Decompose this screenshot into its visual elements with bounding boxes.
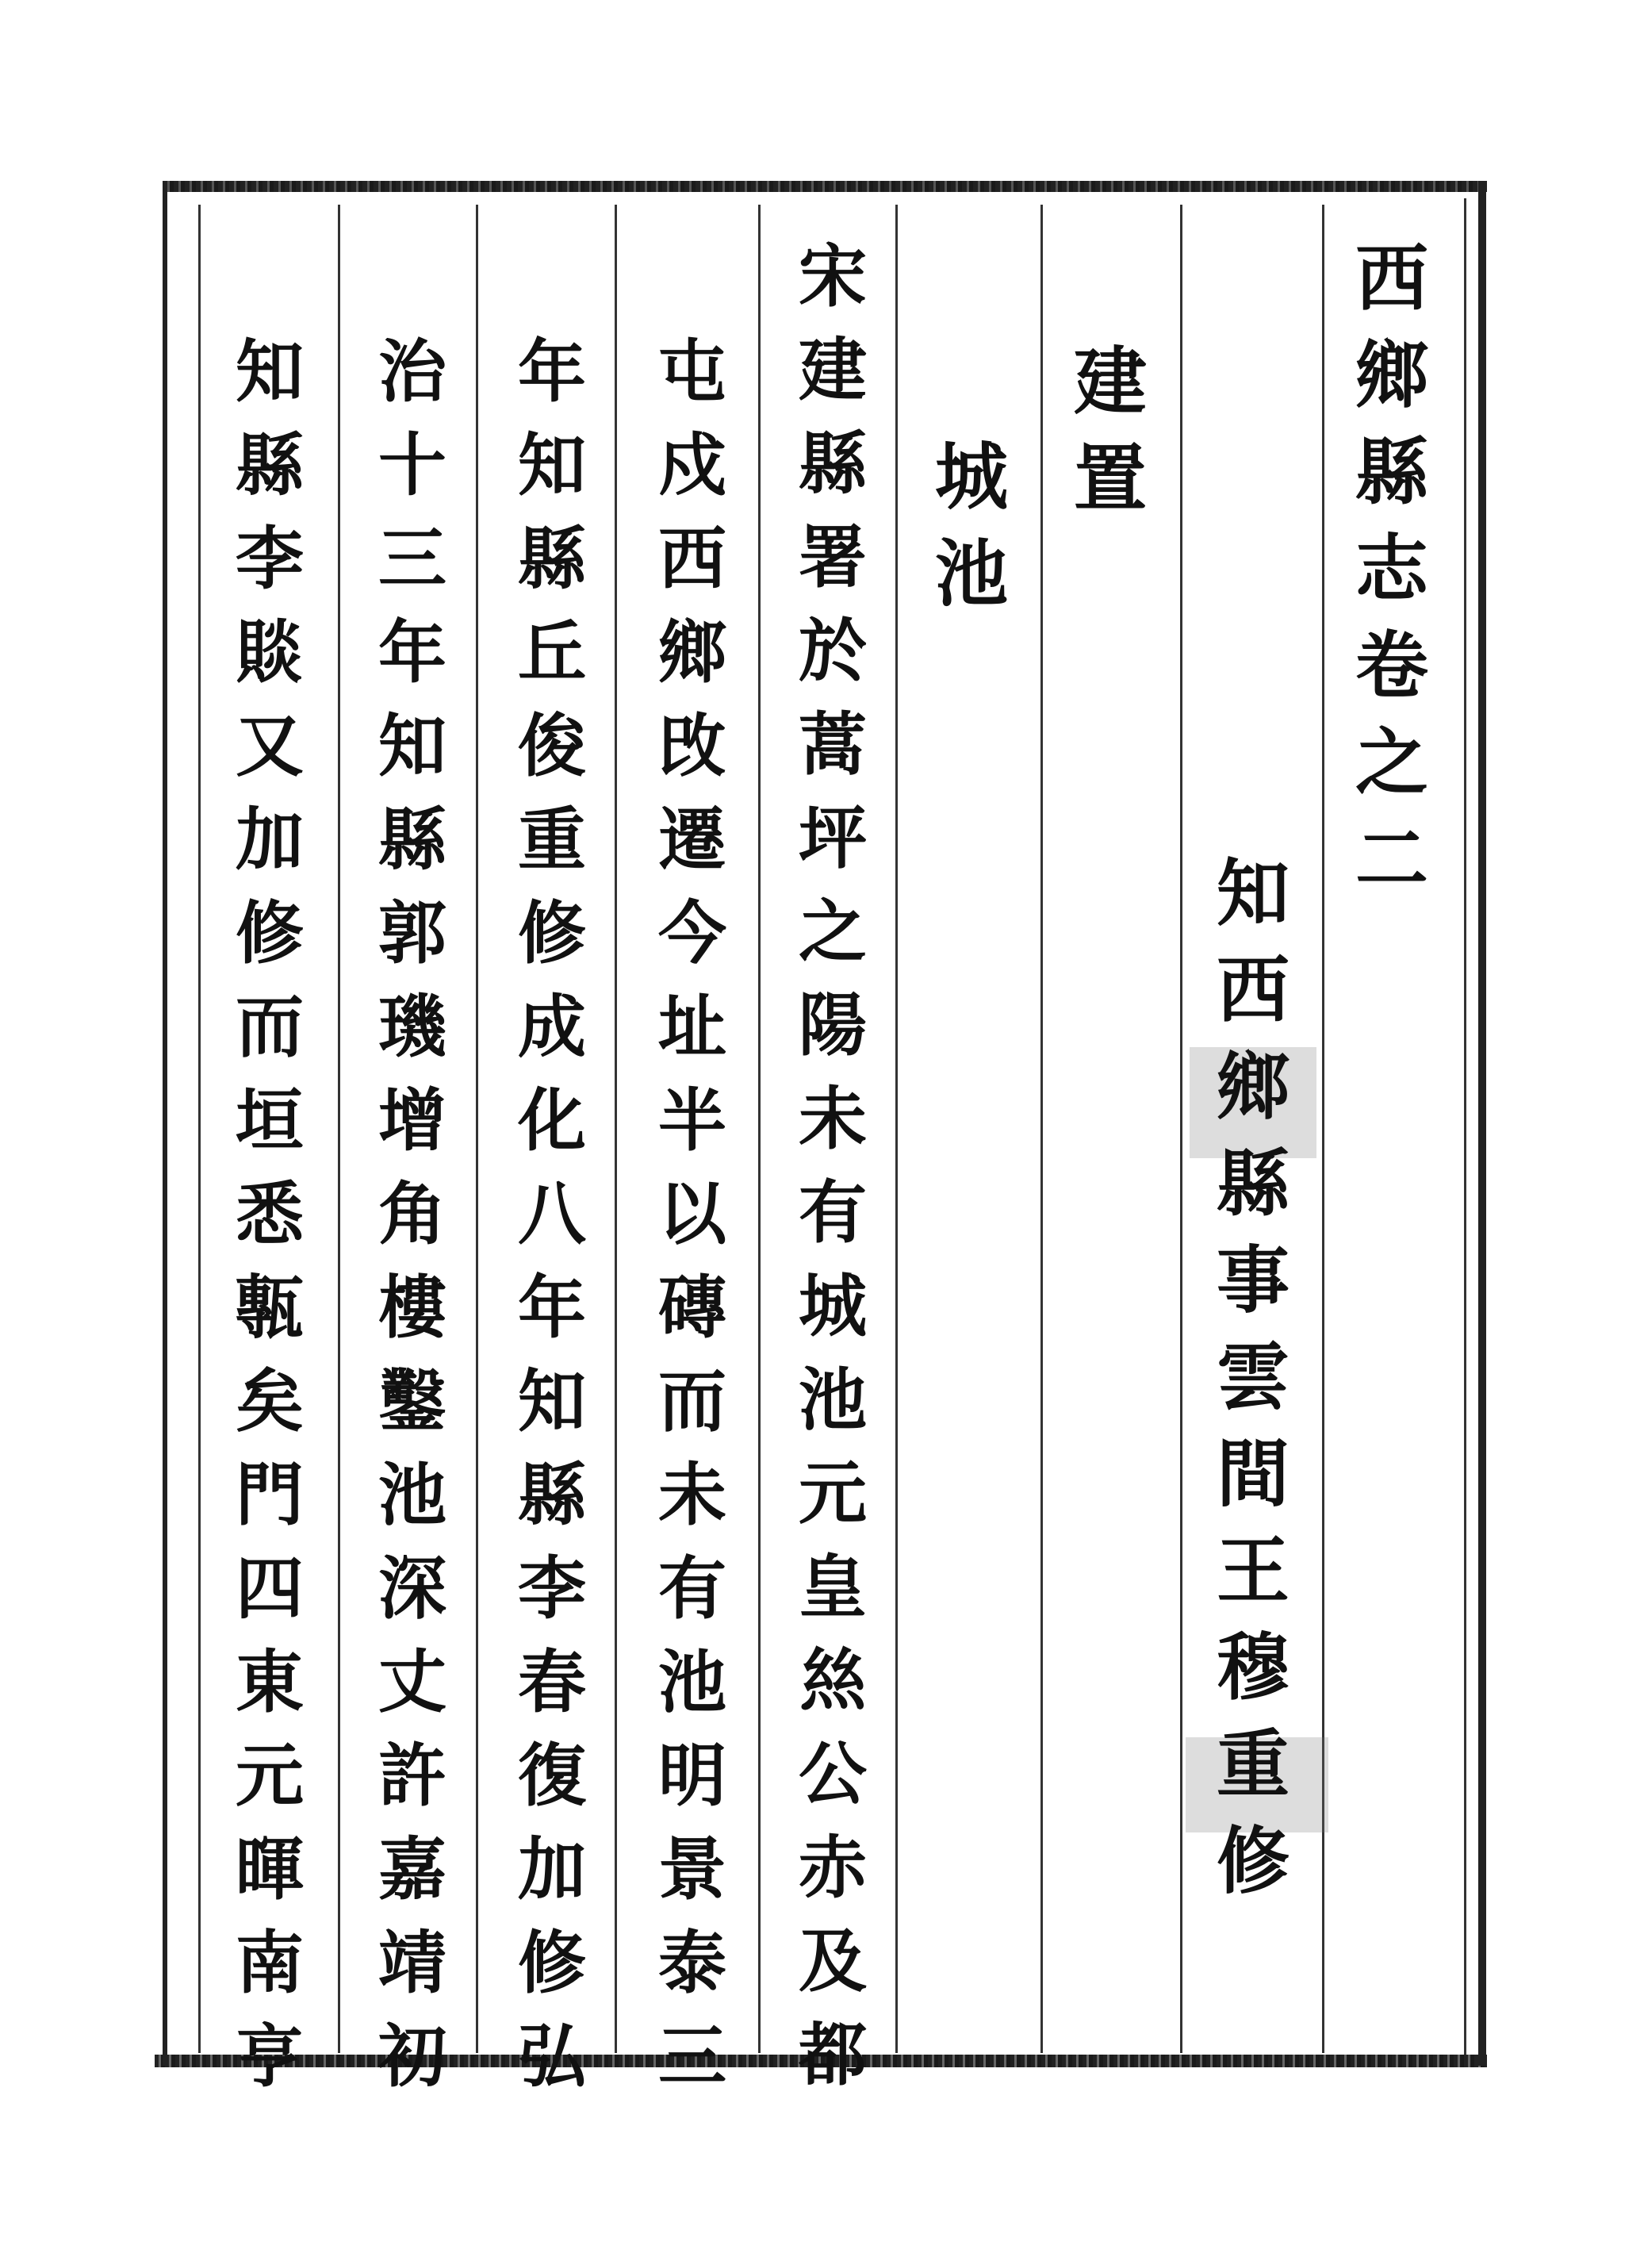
body-char: 弘 [518, 2017, 586, 2097]
body-char: 垣 [236, 1080, 304, 1161]
body-char: 知 [518, 1361, 586, 1441]
body-char: 俊 [518, 706, 586, 786]
body-char: 年 [518, 332, 586, 412]
body-char: 四 [236, 1548, 304, 1629]
author-char: 重 [1216, 1721, 1290, 1807]
section-char: 建 [1073, 339, 1147, 424]
author-char: 西 [1216, 947, 1290, 1033]
author-line [1205, 845, 1301, 1909]
body-char: 坪 [799, 798, 867, 878]
author-char: 間 [1216, 1431, 1290, 1517]
body-char: 未 [799, 1079, 867, 1159]
top-border [163, 181, 1487, 192]
body-char: 明 [658, 1736, 726, 1816]
body-char: 賧 [236, 612, 304, 693]
body-line [645, 325, 740, 2104]
body-char: 池 [658, 1642, 726, 1722]
body-char: 嘉 [378, 1829, 446, 1909]
body-char: 八 [518, 1174, 586, 1254]
body-char: 池 [799, 1360, 867, 1440]
body-char: 未 [658, 1455, 726, 1535]
body-char: 樓 [378, 1268, 446, 1348]
body-char: 有 [799, 1172, 867, 1253]
body-line [365, 325, 460, 2104]
body-char: 化 [518, 1080, 586, 1161]
body-char: 東 [236, 1642, 304, 1722]
body-char: 建 [799, 330, 867, 410]
column-rule [476, 205, 478, 2053]
title-char: 西 [1355, 236, 1428, 321]
body-char: 深 [378, 1548, 446, 1629]
body-char: 景 [658, 1829, 726, 1909]
body-char: 陽 [799, 985, 867, 1065]
body-char: 璣 [378, 987, 446, 1067]
body-char: 南 [236, 1923, 304, 2003]
body-char: 初 [378, 2017, 446, 2097]
author-char: 鄉 [1216, 1044, 1290, 1130]
body-char: 縣 [518, 519, 586, 599]
column-rule [615, 205, 617, 2053]
body-char: 𢇁 [799, 1641, 867, 1721]
body-char: 甎 [236, 1268, 304, 1348]
column-rule [758, 205, 761, 2053]
body-char: 池 [378, 1455, 446, 1535]
body-char: 春 [518, 1642, 586, 1722]
section-heading [1063, 333, 1158, 527]
right-border [1478, 181, 1486, 2066]
author-char: 事 [1216, 1238, 1290, 1323]
body-char: 年 [378, 612, 446, 693]
body-char: 鄉 [658, 612, 726, 693]
body-char: 治 [378, 332, 446, 412]
body-char: 泰 [658, 1923, 726, 2003]
body-char: 矣 [236, 1361, 304, 1441]
body-char: 半 [658, 1080, 726, 1161]
subsection-heading [924, 428, 1019, 622]
body-char: 知 [518, 425, 586, 505]
body-char: 靖 [378, 1923, 446, 2003]
body-char: 屯 [658, 332, 726, 412]
body-char: 之 [799, 892, 867, 972]
body-char: 公 [799, 1734, 867, 1814]
body-char: 角 [378, 1174, 446, 1254]
body-char: 元 [799, 1453, 867, 1533]
body-char: 於 [799, 611, 867, 691]
body-char: 成 [518, 987, 586, 1067]
body-char: 磚 [658, 1268, 726, 1348]
body-char: 攺 [658, 706, 726, 786]
body-char: 年 [518, 1268, 586, 1348]
body-char: 修 [518, 1923, 586, 2003]
body-char: 城 [799, 1266, 867, 1346]
body-char: 丘 [518, 612, 586, 693]
author-char: 縣 [1216, 1141, 1290, 1226]
body-char: 以 [658, 1174, 726, 1254]
column-rule [1180, 205, 1182, 2053]
body-char: 修 [518, 893, 586, 973]
subsection-char: 池 [934, 531, 1008, 616]
left-border [163, 181, 167, 2066]
column-rule [1040, 205, 1043, 2053]
body-char: 及 [799, 1921, 867, 2001]
body-char: 亨 [236, 2017, 304, 2097]
section-char: 置 [1073, 436, 1147, 521]
body-char: 而 [658, 1361, 726, 1441]
body-char: 縣 [518, 1455, 586, 1535]
body-char: 都 [799, 2015, 867, 2095]
subsection-char: 城 [934, 434, 1008, 520]
body-char: 縣 [799, 424, 867, 504]
body-char: 暉 [236, 1829, 304, 1909]
inner-right-rule [1464, 198, 1466, 2055]
body-char: 西 [658, 519, 726, 599]
body-char: 三 [378, 519, 446, 599]
body-char: 李 [518, 1548, 586, 1629]
body-char: 蒿 [799, 704, 867, 785]
body-line [785, 230, 880, 2102]
body-char: 知 [378, 706, 446, 786]
body-char: 戍 [658, 425, 726, 505]
author-char: 修 [1216, 1818, 1290, 1904]
body-char: 重 [518, 800, 586, 880]
body-char: 修 [236, 893, 304, 973]
title-char: 志 [1355, 526, 1428, 612]
body-char: 縣 [378, 800, 446, 880]
author-char: 知 [1216, 850, 1290, 936]
body-char: 赤 [799, 1828, 867, 1908]
body-char: 加 [236, 800, 304, 880]
body-line [222, 325, 317, 2104]
body-char: 又 [236, 706, 304, 786]
title-char: 二 [1355, 816, 1428, 902]
column-rule [198, 205, 201, 2053]
body-char: 址 [658, 987, 726, 1067]
body-char: 縣 [236, 425, 304, 505]
body-char: 宋 [799, 236, 867, 317]
body-char: 鑿 [378, 1361, 446, 1441]
body-char: 遷 [658, 800, 726, 880]
volume-title [1344, 230, 1439, 908]
title-char: 之 [1355, 720, 1428, 805]
title-char: 卷 [1355, 623, 1428, 708]
author-char: 王 [1216, 1528, 1290, 1614]
body-char: 復 [518, 1736, 586, 1816]
body-char: 三 [658, 2017, 726, 2097]
column-rule [338, 205, 340, 2053]
body-char: 今 [658, 893, 726, 973]
body-char: 悉 [236, 1174, 304, 1254]
body-char: 十 [378, 425, 446, 505]
body-char: 知 [236, 332, 304, 412]
body-char: 許 [378, 1736, 446, 1816]
body-char: 門 [236, 1455, 304, 1535]
author-char: 雲 [1216, 1334, 1290, 1420]
body-char: 郭 [378, 893, 446, 973]
body-char: 增 [378, 1080, 446, 1161]
body-line [504, 325, 600, 2104]
title-char: 縣 [1355, 429, 1428, 515]
column-rule [895, 205, 898, 2053]
body-char: 署 [799, 517, 867, 597]
body-char: 加 [518, 1829, 586, 1909]
body-char: 李 [236, 519, 304, 599]
body-char: 有 [658, 1548, 726, 1629]
body-char: 元 [236, 1736, 304, 1816]
author-char: 穆 [1216, 1625, 1290, 1710]
body-char: 而 [236, 987, 304, 1067]
body-char: 皇 [799, 1547, 867, 1627]
body-char: 丈 [378, 1642, 446, 1722]
title-char: 鄉 [1355, 332, 1428, 418]
